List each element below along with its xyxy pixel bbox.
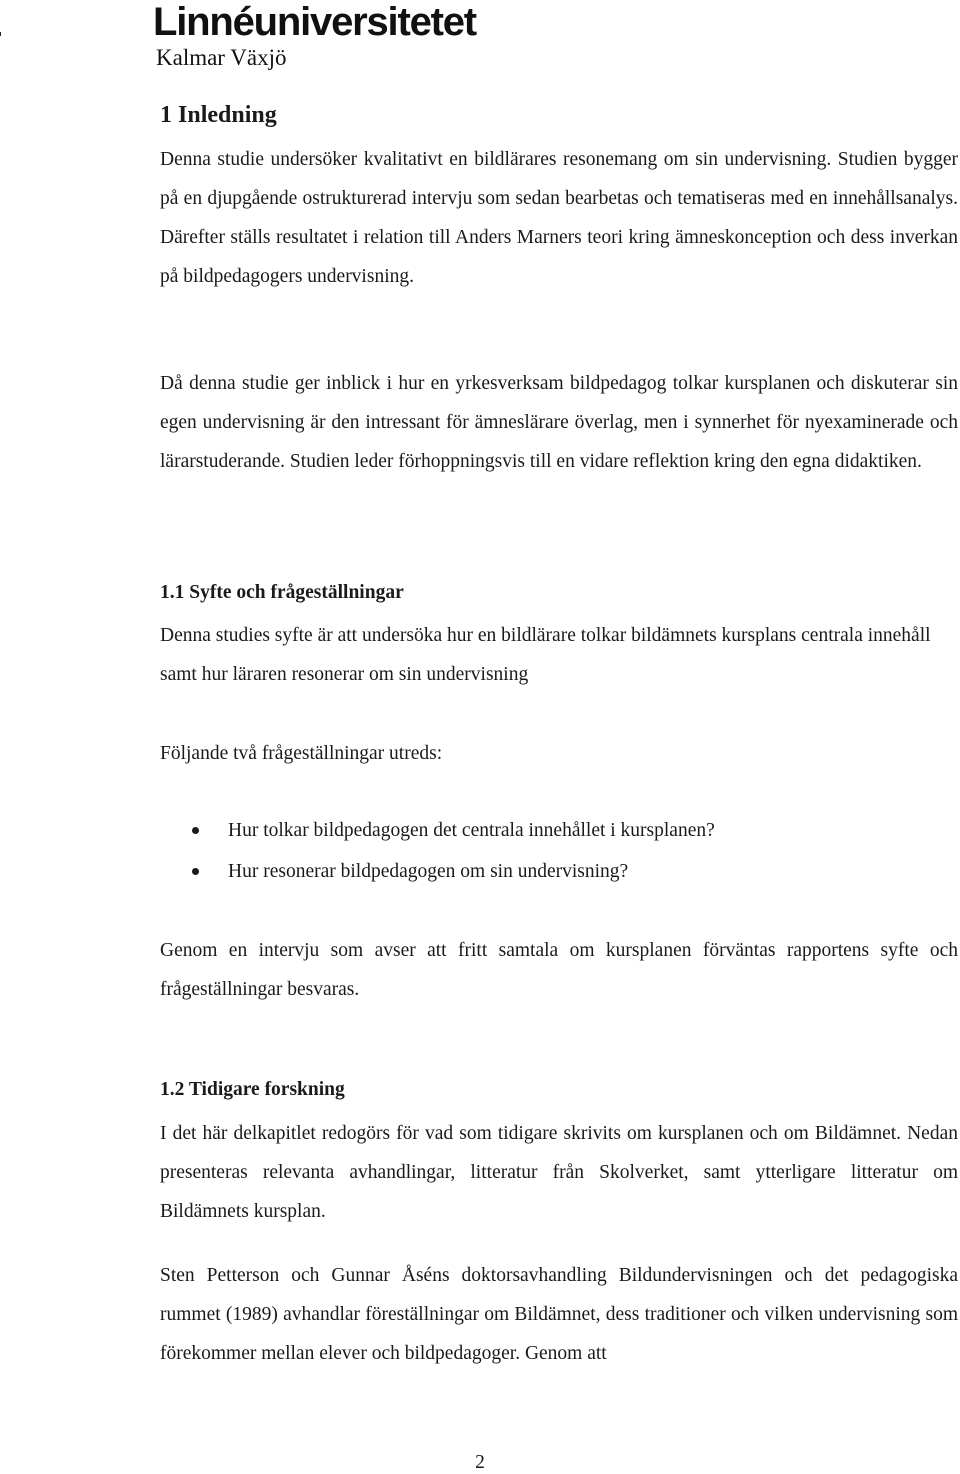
- heading-1-1: 1.1 Syfte och frågeställningar: [160, 582, 404, 603]
- question-list: [190, 810, 950, 892]
- list-item: [190, 810, 950, 851]
- bullet-icon: [192, 868, 199, 875]
- body-text: I det här delkapitlet redogörs för vad som tidigare skrivits om kursplanen och om Bildämnet. Nedan presenteras relevanta avhandlingar, litteratur från Skolverket, samt ytterligare litteratur om Bildämnets kursplan.: [160, 1123, 958, 1222]
- body-text: Genom en intervju som avser att fritt samtala om kursplanen förväntas rapportens syfte och frågeställningar besvaras.: [160, 940, 958, 1000]
- list-item-text: Hur resonerar bildpedagogen om sin undervisning?: [228, 861, 629, 882]
- bullet-icon: [192, 827, 199, 834]
- paragraph-purpose: [160, 616, 958, 694]
- body-text: Sten Petterson och Gunnar Åséns doktorsavhandling Bildundervisningen och det pedagogiska rummet (1989) avhandlar föreställningar om Bildämnet, dess traditioner och vilken undervisning som förekommer mellan elever och bildpedagoger. Genom att: [160, 1265, 958, 1364]
- list-item-text: Hur tolkar bildpedagogen det centrala innehållet i kursplanen?: [228, 820, 715, 841]
- paragraph-closing: [160, 931, 958, 1009]
- paragraph-research-2: [160, 1256, 958, 1373]
- heading-1-2: 1.2 Tidigare forskning: [160, 1079, 345, 1100]
- section-heading-forskning: [160, 1077, 958, 1103]
- scan-mark: [0, 32, 1, 36]
- body-text: Följande två frågeställningar utreds:: [160, 743, 443, 764]
- heading-1: 1 Inledning: [160, 102, 277, 128]
- university-logo-name: Linnéuniversitetet: [153, 0, 476, 44]
- body-text: Då denna studie ger inblick i hur en yrkesverksam bildpedagog tolkar kursplanen och diskuterar sin egen undervisning är den intressant för ämneslärare överlag, men i synnerhet för nyexaminerade och lärarstuderande. Studien leder förhoppningsvis till en vidare reflektion kring den egna didaktiken.: [160, 373, 958, 472]
- list-item: [190, 851, 950, 892]
- university-logo-cities: Kalmar Växjö: [156, 45, 287, 70]
- page-number: 2: [475, 1452, 485, 1473]
- paragraph-intro-1: [160, 140, 958, 296]
- paragraph-intro-2: [160, 364, 958, 481]
- paragraph-questions-intro: [160, 734, 958, 773]
- body-text: Denna studie undersöker kvalitativt en bildlärares resonemang om sin undervisning. Studien bygger på en djupgående ostrukturerad intervju som sedan bearbetas och tematiseras med en innehållsanalys. Därefter ställs resultatet i relation till Anders Marners teori kring ämneskonception och dess inverkan på bildpedagogers undervisning.: [160, 149, 958, 287]
- paragraph-research-1: [160, 1114, 958, 1231]
- section-heading-inledning: [160, 100, 958, 130]
- section-heading-syfte: [160, 580, 958, 606]
- body-text: Denna studies syfte är att undersöka hur en bildlärare tolkar bildämnets kursplans centrala innehåll samt hur läraren resonerar om sin undervisning: [160, 625, 931, 685]
